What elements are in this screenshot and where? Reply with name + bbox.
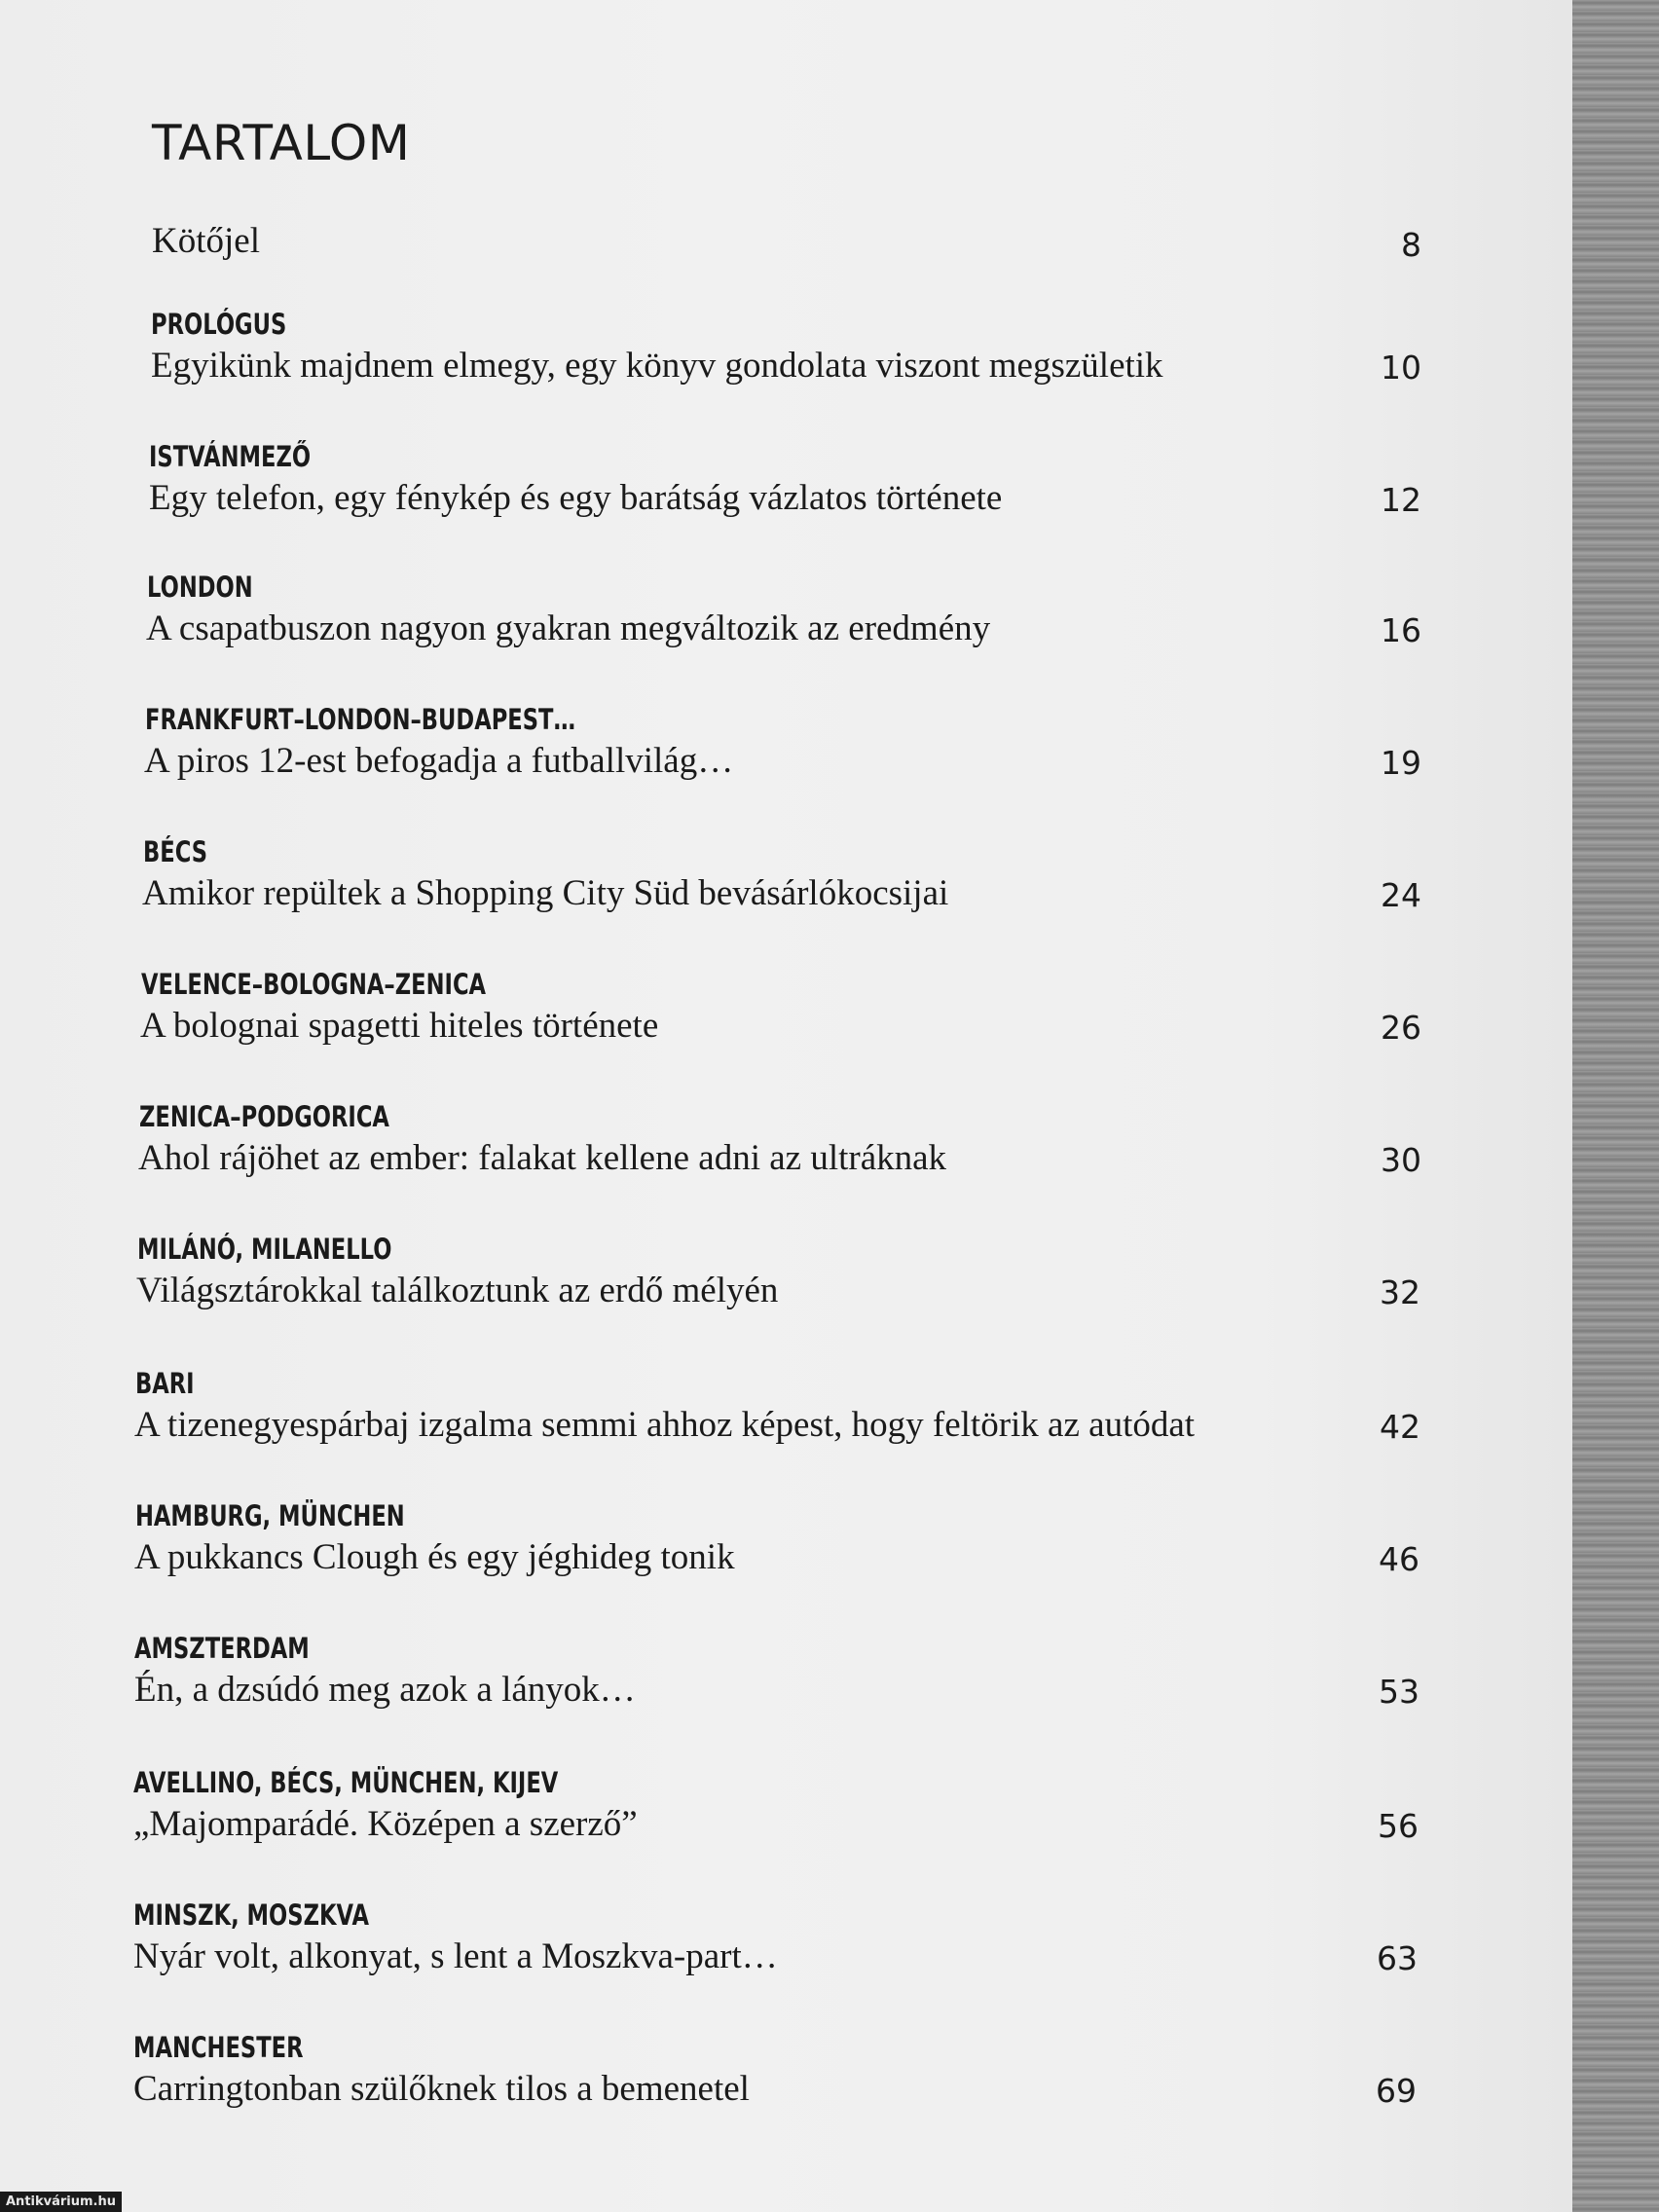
toc-entry-subtitle: Carringtonban szülőknek tilos a bemenetel <box>133 2069 750 2109</box>
toc-entry-heading: MILÁNÓ, MILANELLO <box>137 1233 392 1266</box>
toc-entry-heading: BÉCS <box>143 835 208 868</box>
toc-entry-page: 63 <box>1377 1939 1418 1977</box>
toc-entry-subtitle: „Majomparádé. Középen a szerző” <box>133 1804 638 1844</box>
toc-entry-5 <box>0 703 1572 800</box>
toc-entry-page: 10 <box>1381 349 1421 387</box>
toc-entry-subtitle: A bolognai spagetti hiteles története <box>140 1006 659 1046</box>
toc-entry-9 <box>0 1233 1572 1330</box>
toc-entry-page: 8 <box>1401 226 1421 264</box>
toc-entry-4 <box>0 571 1572 668</box>
toc-entry-10 <box>0 1367 1572 1464</box>
toc-entry-8 <box>0 1100 1572 1198</box>
toc-entry-subtitle: Amikor repültek a Shopping City Süd bevásárlókocsijai <box>142 873 949 913</box>
toc-entry-14 <box>0 1899 1572 1996</box>
toc-entry-heading: HAMBURG, MÜNCHEN <box>135 1499 405 1532</box>
toc-entry-heading: ISTVÁNMEZŐ <box>149 440 312 473</box>
toc-entry-heading: FRANKFURT–LONDON–BUDAPEST… <box>145 703 576 736</box>
toc-entry-heading: AVELLINO, BÉCS, MÜNCHEN, KIJEV <box>133 1766 559 1799</box>
toc-entry-15 <box>0 2031 1572 2128</box>
toc-entry-page: 16 <box>1381 611 1421 649</box>
toc-entry-subtitle: A pukkancs Clough és egy jéghideg tonik <box>134 1537 735 1577</box>
toc-entry-page: 53 <box>1379 1673 1419 1711</box>
toc-entry-11 <box>0 1499 1572 1597</box>
watermark: Antikvárium.hu <box>0 2192 122 2212</box>
toc-entry-subtitle: A piros 12-est befogadja a futballvilág… <box>144 741 734 781</box>
toc-entry-subtitle: Nyár volt, alkonyat, s lent a Moszkva-part… <box>133 1936 778 1976</box>
toc-entry-7 <box>0 968 1572 1065</box>
toc-entry-page: 24 <box>1381 876 1421 914</box>
toc-entry-heading: LONDON <box>147 571 253 604</box>
toc-entry-subtitle: Kötőjel <box>152 221 260 261</box>
toc-entry-13 <box>0 1766 1572 1863</box>
toc-entry-3 <box>0 440 1572 537</box>
toc-entry-page: 32 <box>1380 1273 1420 1311</box>
toc-entry-page: 69 <box>1376 2072 1417 2110</box>
toc-entry-heading: VELENCE–BOLOGNA–ZENICA <box>141 968 487 1001</box>
toc-entry-heading: ZENICA–PODGORICA <box>139 1100 389 1133</box>
toc-entry-page: 46 <box>1379 1540 1419 1578</box>
toc-entry-heading: BARI <box>135 1367 195 1400</box>
toc-entry-6 <box>0 835 1572 933</box>
toc-entry-subtitle: Egyikünk majdnem elmegy, egy könyv gondolata viszont megszületik <box>151 346 1163 386</box>
toc-entry-page: 19 <box>1381 744 1421 782</box>
toc-entry-subtitle: Ahol rájöhet az ember: falakat kellene adni az ultráknak <box>138 1138 947 1178</box>
toc-entry-12 <box>0 1632 1572 1729</box>
toc-entry-subtitle: Egy telefon, egy fénykép és egy barátság vázlatos története <box>149 478 1003 518</box>
toc-entry-page: 30 <box>1381 1141 1421 1179</box>
toc-entry-subtitle: A csapatbuszon nagyon gyakran megváltozik az eredmény <box>146 608 991 648</box>
toc-entry-2 <box>0 308 1572 405</box>
toc-entry-1 <box>0 220 1572 317</box>
toc-entry-heading: PROLÓGUS <box>151 308 287 341</box>
toc-entry-page: 12 <box>1381 481 1421 519</box>
toc-entry-subtitle: A tizenegyespárbaj izgalma semmi ahhoz képest, hogy feltörik az autódat <box>134 1405 1196 1445</box>
book-edge <box>1572 0 1659 2212</box>
toc-entry-subtitle: Világsztárokkal találkoztunk az erdő mélyén <box>136 1271 779 1310</box>
toc-entry-page: 26 <box>1381 1009 1421 1047</box>
toc-entry-page: 42 <box>1380 1408 1420 1446</box>
toc-entry-heading: MANCHESTER <box>133 2031 304 2064</box>
toc-entry-page: 56 <box>1378 1807 1419 1845</box>
toc-entry-subtitle: Én, a dzsúdó meg azok a lányok… <box>134 1670 636 1710</box>
toc-entry-heading: AMSZTERDAM <box>134 1632 310 1665</box>
toc-entry-heading: MINSZK, MOSZKVA <box>133 1899 369 1932</box>
page-title: TARTALOM <box>152 115 411 171</box>
